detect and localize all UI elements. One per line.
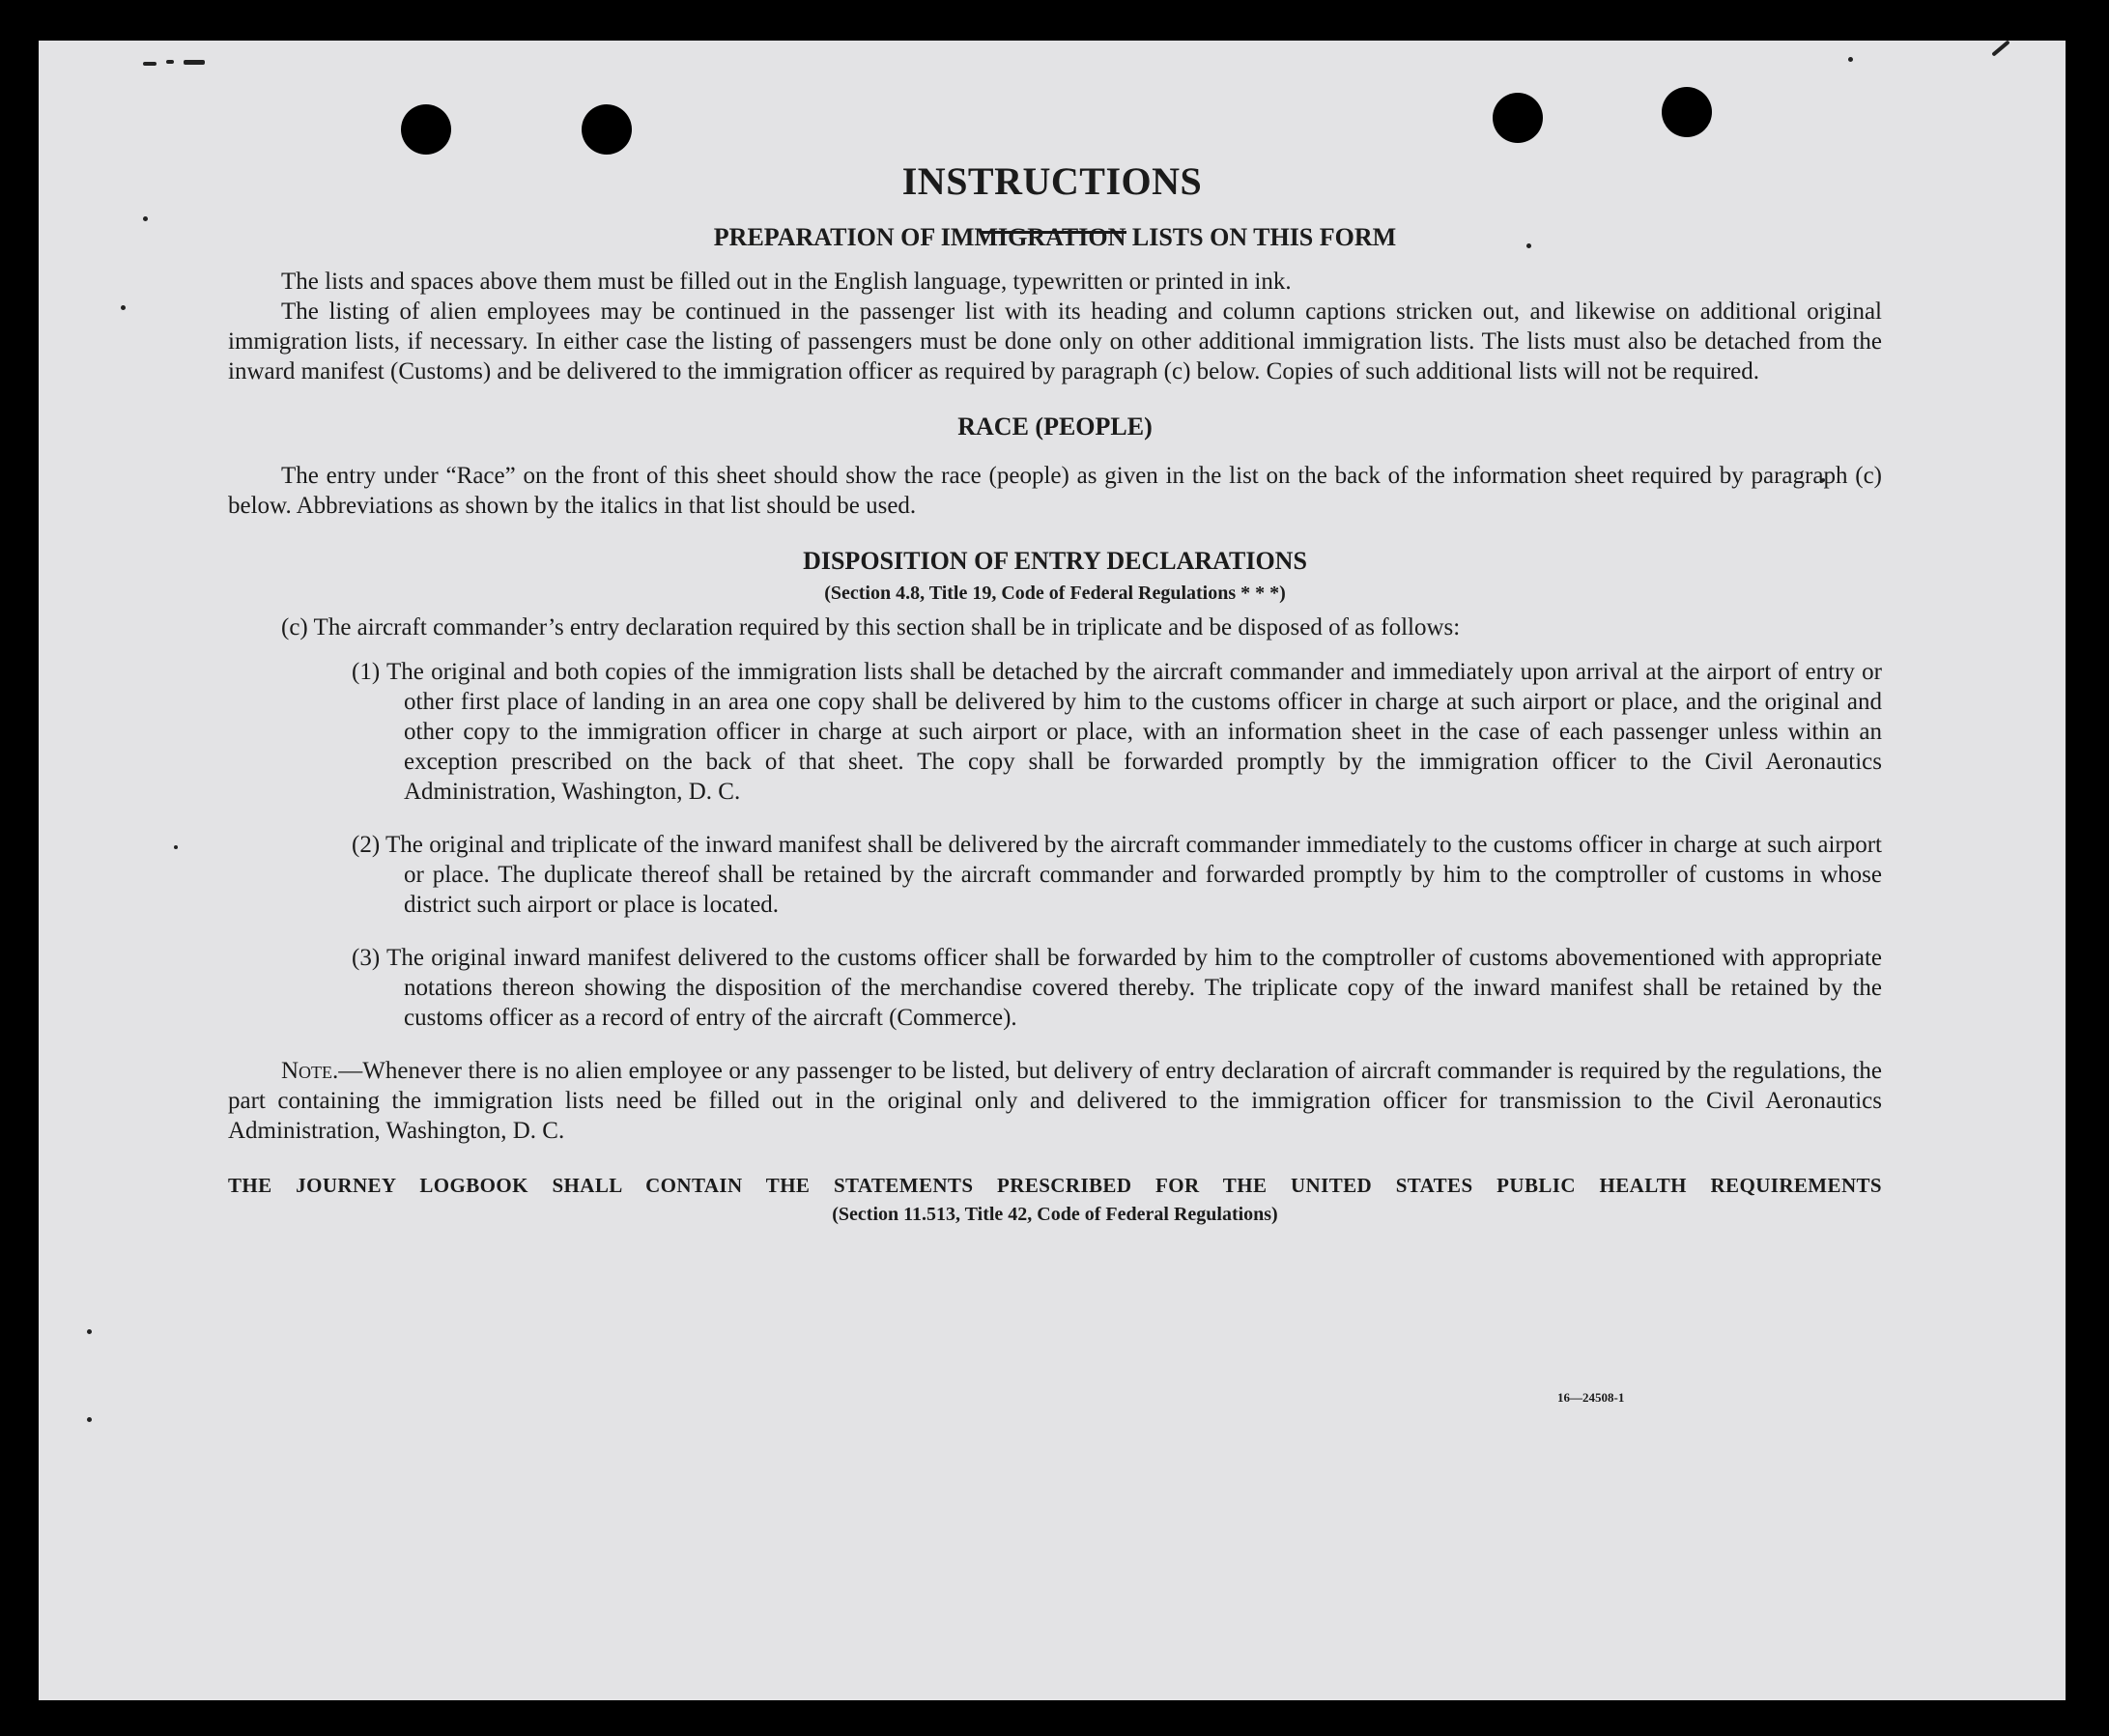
disposition-item: (1) The original and both copies of the immigration lists shall be detached by the aircraft commander and immediately upon arrival at the airport of entry or other first place of landing in an area one copy shall be delivered by him to the customs officer in charge at such airport or place, and the original and other copy to the immigration officer in charge at such airport or place, with an information sheet in the case of each passenger unless within an exception prescribed on the back of that sheet. The copy shall be forwarded promptly by the immigration officer to the Civil Aeronautics Administration, Washington, D. C. <box>352 659 1882 805</box>
punch-hole-2 <box>582 104 632 155</box>
race-heading: RACE (PEOPLE) <box>957 413 1153 441</box>
disposition-citation: (Section 4.8, Title 19, Code of Federal Regulations * * *) <box>824 583 1286 604</box>
note-label: Note. <box>281 1058 339 1084</box>
scan-speck <box>184 60 205 65</box>
scan-speck <box>1848 57 1853 62</box>
scan-speck <box>87 1417 92 1422</box>
scan-speck <box>166 60 174 64</box>
note-text: —Whenever there is no alien employee or any passenger to be listed, but delivery of entry declaration of aircraft commander is required by the regulations, the part containing the immigration lists need be filled out in the original only and delivered to the immigration officer for transmission to the Civil Aeronautics Administration, Washington, D. C. <box>228 1058 1882 1144</box>
disposition-item: (2) The original and triplicate of the inward manifest shall be delivered by the aircraft commander immediately to the customs officer in charge at such airport or place. The duplicate thereof shall be retained by the aircraft commander and forwarded promptly by him to the comptroller of customs in whose district such airport or place is located. <box>352 832 1882 918</box>
disposition-item: (3) The original inward manifest delivered to the customs officer shall be forwarded by him to the comptroller of customs abovementioned with appropriate notations thereon showing the disposition of the merchandise covered thereby. The triplicate copy of the inward manifest shall be retained by the customs officer as a record of entry of the aircraft (Commerce). <box>352 945 1882 1031</box>
instructions-body <box>228 222 1882 1229</box>
note-paragraph <box>228 1056 1882 1146</box>
scan-speck <box>143 62 157 66</box>
scan-speck <box>143 216 148 221</box>
scan-speck <box>87 1329 92 1334</box>
preparation-paragraph: The lists and spaces above them must be filled out in the English language, typewritten or printed in ink. <box>281 269 1292 295</box>
punch-hole-1 <box>401 104 451 155</box>
disposition-clause: (c) The aircraft commander’s entry declaration required by this section shall be in triplicate and be disposed of as follows: <box>281 614 1461 640</box>
page-title: INSTRUCTIONS <box>901 159 1203 203</box>
form-number: 16—24508-1 <box>1557 1390 1625 1405</box>
scan-speck <box>174 845 178 849</box>
punch-hole-3 <box>1493 93 1543 143</box>
journey-citation: (Section 11.513, Title 42, Code of Federal Regulations) <box>832 1204 1278 1225</box>
preparation-heading: PREPARATION OF IMMIGRATION LISTS ON THIS FORM <box>713 223 1397 251</box>
scan-speck <box>121 305 126 310</box>
scan-speck <box>1991 40 2009 56</box>
journey-statement: THE JOURNEY LOGBOOK SHALL CONTAIN THE STATEMENTS PRESCRIBED FOR THE UNITED STATES PUBLIC HEALTH REQUIREMENTS <box>228 1174 1882 1197</box>
punch-hole-4 <box>1662 87 1712 137</box>
preparation-paragraph: The listing of alien employees may be continued in the passenger list with its heading and column captions stricken out, and likewise on additional original immigration lists, if necessary. In either case the listing of passengers must be done only on other additional immigration lists. The lists must also be detached from the inward manifest (Customs) and be delivered to the immigration officer as required by paragraph (c) below. Copies of such additional lists will not be required. <box>228 299 1882 384</box>
race-paragraph: The entry under “Race” on the front of this sheet should show the race (people) as given in the list on the back of the information sheet required by paragraph (c) below. Abbreviations as shown by the italics in that list should be used. <box>228 463 1882 519</box>
disposition-heading: DISPOSITION OF ENTRY DECLARATIONS <box>803 547 1307 575</box>
